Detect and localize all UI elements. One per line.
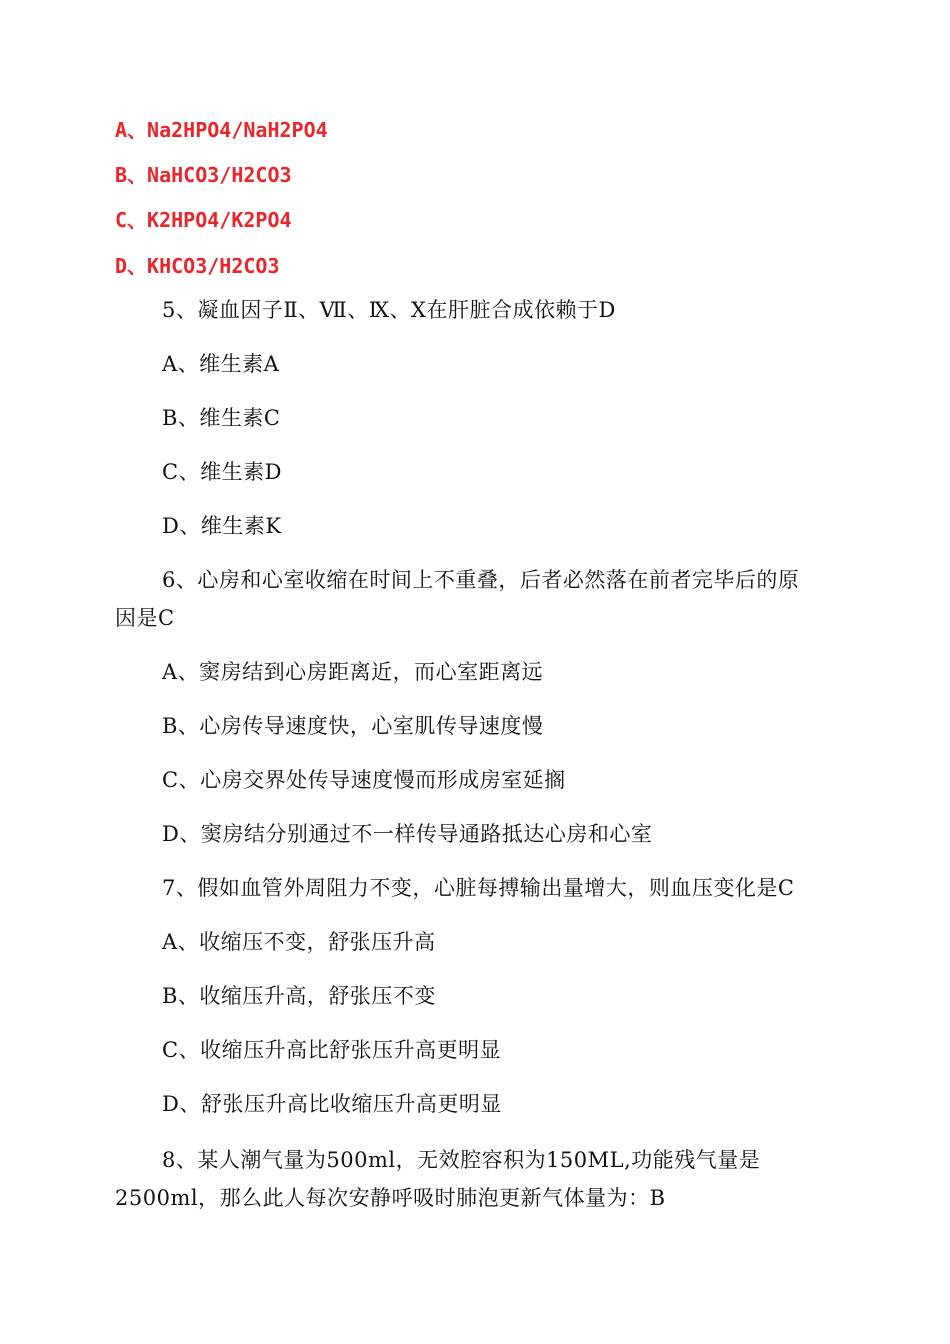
- question-6-option-b: B、心房传导速度快，心室肌传导速度慢: [162, 714, 544, 738]
- question-5-option-d: D、维生素K: [162, 514, 282, 538]
- question-8-stem-line2: 2500ml，那么此人每次安静呼吸时肺泡更新气体量为：B: [115, 1186, 666, 1210]
- red-option-d: D、KHCO3/H2CO3: [115, 254, 280, 278]
- question-6-option-c: C、心房交界处传导速度慢而形成房室延搁: [162, 768, 566, 792]
- question-5-option-b: B、维生素C: [162, 406, 281, 430]
- question-6-option-a: A、窦房结到心房距离近，而心室距离远: [162, 660, 544, 684]
- question-7-option-c: C、收缩压升高比舒张压升高更明显: [162, 1038, 502, 1062]
- question-6-stem-line2: 因是C: [115, 606, 175, 630]
- question-7-option-a: A、收缩压不变，舒张压升高: [162, 930, 436, 954]
- question-5-stem: 5、凝血因子Ⅱ、Ⅶ、Ⅸ、Ⅹ在肝脏合成依赖于D: [162, 298, 616, 322]
- question-7-stem: 7、假如血管外周阻力不变，心脏每搏输出量增大，则血压变化是C: [162, 876, 795, 900]
- red-option-a: A、Na2HPO4/NaH2PO4: [115, 118, 328, 142]
- question-8-stem-line1: 8、某人潮气量为500ml，无效腔容积为150ML,功能残气量是: [162, 1148, 761, 1172]
- question-5-option-a: A、维生素A: [162, 352, 280, 376]
- question-6-stem-line1: 6、心房和心室收缩在时间上不重叠，后者必然落在前者完毕后的原: [162, 568, 800, 592]
- red-option-c: C、K2HPO4/K2PO4: [115, 208, 292, 232]
- question-7-option-d: D、舒张压升高比收缩压升高更明显: [162, 1092, 502, 1116]
- question-7-option-b: B、收缩压升高，舒张压不变: [162, 984, 436, 1008]
- question-5-option-c: C、维生素D: [162, 460, 282, 484]
- question-6-option-d: D、窦房结分别通过不一样传导通路抵达心房和心室: [162, 822, 653, 846]
- red-option-b: B、NaHCO3/H2CO3: [115, 163, 292, 187]
